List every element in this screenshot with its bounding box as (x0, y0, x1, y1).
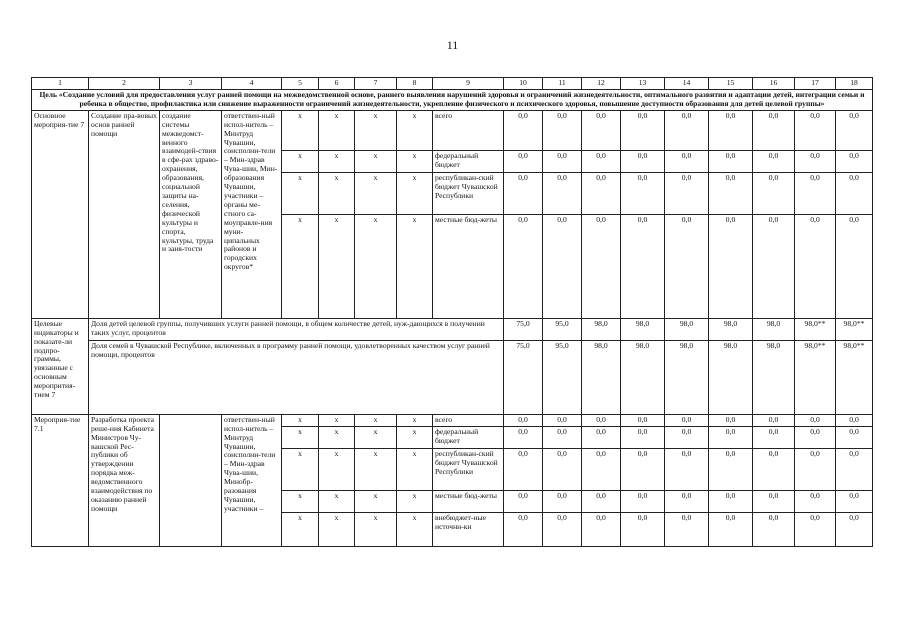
goal-text: Цель «Создание условий для предоставления услуг ранней помощи на межведомственной основе, раннего выявления нарушений здоровья и ограничений жизнедеятельности, оптимального развития и адаптации детей, интеграции семьи и ребенка в общество, профилактика или снижение выраженности ограничений жизнедеятельности, укрепление физического и психического здоровья, повышение доступности образования для детей целевой группы» (32, 90, 873, 111)
value-cell: 0,0 (753, 214, 795, 318)
x-cell: x (355, 426, 397, 448)
measure-result-cell: создание системы межведомст-венного взаимодей-ствия в сфе-рах здраво-охранения, образования, социальной защиты на-селения, физической культуры и спорта, культуры, труда и заня-тости (160, 110, 222, 318)
value-cell: 0,0 (621, 490, 665, 512)
measure-name-cell: Мероприя-тие 7.1 (32, 414, 89, 546)
value-cell: 0,0 (582, 448, 621, 490)
x-cell: x (355, 448, 397, 490)
value-cell: 0,0 (709, 414, 753, 426)
value-cell: 0,0 (665, 110, 709, 150)
x-cell: x (355, 172, 397, 214)
x-cell: x (397, 414, 433, 426)
indicator-value-cell: 98,0** (795, 318, 836, 340)
value-cell: 0,0 (753, 414, 795, 426)
x-cell: x (355, 110, 397, 150)
value-cell: 0,0 (709, 214, 753, 318)
x-cell: x (397, 490, 433, 512)
x-cell: x (397, 214, 433, 318)
x-cell: x (282, 414, 319, 426)
measure-title-cell: Создание пра-вовых основ ранней помощи (89, 110, 160, 318)
value-cell: 0,0 (621, 512, 665, 546)
value-cell: 0,0 (543, 426, 582, 448)
page-number: 11 (446, 38, 459, 52)
x-cell: x (355, 150, 397, 172)
x-cell: x (355, 214, 397, 318)
indicator-value-cell: 98,0 (621, 340, 665, 414)
value-cell: 0,0 (709, 110, 753, 150)
value-cell: 0,0 (582, 414, 621, 426)
x-cell: x (397, 110, 433, 150)
indicator-value-cell: 98,0 (582, 340, 621, 414)
x-cell: x (282, 426, 319, 448)
funding-source-cell: федеральный бюджет (433, 150, 504, 172)
value-cell: 0,0 (753, 490, 795, 512)
indicator-text-cell: Доля детей целевой группы, получивших услуги ранней помощи, в общем количестве детей, нуж-дающихся в получении таких услуг, процентов (89, 318, 504, 340)
indicator-value-cell: 98,0 (753, 318, 795, 340)
header-cell: 9 (433, 78, 504, 90)
header-cell: 15 (709, 78, 753, 90)
value-cell: 0,0 (621, 426, 665, 448)
value-cell: 0,0 (665, 490, 709, 512)
value-cell: 0,0 (836, 426, 873, 448)
value-cell: 0,0 (621, 150, 665, 172)
indicator-value-cell: 95,0 (543, 340, 582, 414)
value-cell: 0,0 (795, 448, 836, 490)
value-cell: 0,0 (665, 214, 709, 318)
x-cell: x (319, 414, 355, 426)
x-cell: x (397, 448, 433, 490)
value-cell: 0,0 (543, 512, 582, 546)
funding-source-cell: местные бюд-жеты (433, 490, 504, 512)
x-cell: x (282, 214, 319, 318)
indicator-value-cell: 98,0 (709, 340, 753, 414)
funding-source-cell: федеральный бюджет (433, 426, 504, 448)
value-cell: 0,0 (709, 490, 753, 512)
value-cell: 0,0 (582, 172, 621, 214)
x-cell: x (355, 414, 397, 426)
value-cell: 0,0 (582, 490, 621, 512)
value-cell: 0,0 (795, 512, 836, 546)
value-cell: 0,0 (543, 150, 582, 172)
value-cell: 0,0 (665, 150, 709, 172)
indicator-value-cell: 98,0 (621, 318, 665, 340)
value-cell: 0,0 (504, 426, 543, 448)
x-cell: x (319, 110, 355, 150)
value-cell: 0,0 (543, 414, 582, 426)
x-cell: x (319, 448, 355, 490)
indicator-value-cell: 75,0 (504, 340, 543, 414)
value-cell: 0,0 (543, 110, 582, 150)
value-cell: 0,0 (543, 214, 582, 318)
indicator-value-cell: 95,0 (543, 318, 582, 340)
header-cell: 3 (160, 78, 222, 90)
value-cell: 0,0 (504, 150, 543, 172)
value-cell: 0,0 (582, 214, 621, 318)
value-cell: 0,0 (753, 150, 795, 172)
value-cell: 0,0 (665, 448, 709, 490)
funding-source-cell: республикан-ский бюджет Чувашской Республики (433, 448, 504, 490)
value-cell: 0,0 (836, 490, 873, 512)
funding-source-cell: внебюджет-ные источни-ки (433, 512, 504, 546)
value-cell: 0,0 (504, 512, 543, 546)
value-cell: 0,0 (795, 150, 836, 172)
header-cell: 14 (665, 78, 709, 90)
header-row (32, 78, 873, 90)
value-cell: 0,0 (709, 448, 753, 490)
funding-row (32, 414, 873, 426)
value-cell: 0,0 (621, 110, 665, 150)
x-cell: x (355, 512, 397, 546)
value-cell: 0,0 (753, 426, 795, 448)
indicator-value-cell: 98,0 (582, 318, 621, 340)
indicator-value-cell: 98,0 (753, 340, 795, 414)
funding-row (32, 110, 873, 150)
value-cell: 0,0 (504, 490, 543, 512)
value-cell: 0,0 (504, 414, 543, 426)
value-cell: 0,0 (504, 110, 543, 150)
value-cell: 0,0 (582, 512, 621, 546)
header-cell: 2 (89, 78, 160, 90)
value-cell: 0,0 (753, 448, 795, 490)
value-cell: 0,0 (621, 448, 665, 490)
header-cell: 12 (582, 78, 621, 90)
measure-result-cell (160, 414, 222, 546)
x-cell: x (282, 150, 319, 172)
indicator-value-cell: 98,0** (836, 318, 873, 340)
value-cell: 0,0 (836, 150, 873, 172)
value-cell: 0,0 (582, 426, 621, 448)
header-cell: 10 (504, 78, 543, 90)
value-cell: 0,0 (709, 150, 753, 172)
value-cell: 0,0 (795, 214, 836, 318)
goal-row (32, 90, 873, 111)
x-cell: x (282, 512, 319, 546)
x-cell: x (355, 490, 397, 512)
value-cell: 0,0 (795, 172, 836, 214)
header-cell: 8 (397, 78, 433, 90)
header-cell: 11 (543, 78, 582, 90)
x-cell: x (282, 490, 319, 512)
value-cell: 0,0 (504, 214, 543, 318)
x-cell: x (397, 512, 433, 546)
header-cell: 6 (319, 78, 355, 90)
header-cell: 4 (222, 78, 282, 90)
value-cell: 0,0 (836, 172, 873, 214)
value-cell: 0,0 (504, 448, 543, 490)
x-cell: x (282, 448, 319, 490)
value-cell: 0,0 (753, 172, 795, 214)
value-cell: 0,0 (665, 414, 709, 426)
header-cell: 16 (753, 78, 795, 90)
x-cell: x (282, 172, 319, 214)
value-cell: 0,0 (543, 490, 582, 512)
value-cell: 0,0 (543, 448, 582, 490)
value-cell: 0,0 (836, 512, 873, 546)
value-cell: 0,0 (836, 214, 873, 318)
value-cell: 0,0 (795, 414, 836, 426)
x-cell: x (319, 150, 355, 172)
indicator-value-cell: 75,0 (504, 318, 543, 340)
x-cell: x (319, 172, 355, 214)
value-cell: 0,0 (836, 448, 873, 490)
x-cell: x (319, 426, 355, 448)
header-cell: 13 (621, 78, 665, 90)
header-cell: 7 (355, 78, 397, 90)
value-cell: 0,0 (836, 110, 873, 150)
value-cell: 0,0 (709, 172, 753, 214)
indicator-value-cell: 98,0 (665, 318, 709, 340)
value-cell: 0,0 (795, 490, 836, 512)
indicator-value-cell: 98,0 (665, 340, 709, 414)
value-cell: 0,0 (795, 110, 836, 150)
indicator-label-cell: Целевые индикаторы и показате-ли подпро-граммы, увязанные с основным меропрития-тием 7 (32, 318, 89, 414)
funding-source-cell: местные бюд-жеты (433, 214, 504, 318)
executor-cell: ответствен-ный испол-нитель – Минтруд Чувашии, соисполни-тели – Мин-здрав Чува-шии, Мин-образования Чувашии, участники – органы ме-стного са-моуправле-ния муни-ципальных районов и городских округов* (222, 110, 282, 318)
x-cell: x (319, 214, 355, 318)
value-cell: 0,0 (753, 512, 795, 546)
measure-name-cell: Основное мероприя-тие 7 (32, 110, 89, 318)
value-cell: 0,0 (621, 214, 665, 318)
value-cell: 0,0 (753, 110, 795, 150)
executor-cell: ответствен-ный испол-нитель – Минтруд Чувашии, соисполни-тели – Мин-здрав Чува-шии, Минобр-разования Чувашии, участники – (222, 414, 282, 546)
indicator-row (32, 340, 873, 414)
x-cell: x (282, 110, 319, 150)
value-cell: 0,0 (582, 110, 621, 150)
x-cell: x (397, 426, 433, 448)
funding-source-cell: всего (433, 110, 504, 150)
indicator-value-cell: 98,0** (836, 340, 873, 414)
x-cell: x (319, 512, 355, 546)
value-cell: 0,0 (665, 172, 709, 214)
x-cell: x (397, 172, 433, 214)
indicator-value-cell: 98,0** (795, 340, 836, 414)
value-cell: 0,0 (582, 150, 621, 172)
indicator-text-cell: Доля семей в Чувашской Республике, включенных в программу ранней помощи, удовлетворенных качеством услуг ранней помощи, процентов (89, 340, 504, 414)
value-cell: 0,0 (621, 414, 665, 426)
value-cell: 0,0 (504, 172, 543, 214)
value-cell: 0,0 (665, 426, 709, 448)
indicator-value-cell: 98,0 (709, 318, 753, 340)
funding-source-cell: республикан-ский бюджет Чувашской Республики (433, 172, 504, 214)
x-cell: x (397, 150, 433, 172)
header-cell: 18 (836, 78, 873, 90)
funding-source-cell: всего (433, 414, 504, 426)
header-cell: 5 (282, 78, 319, 90)
value-cell: 0,0 (665, 512, 709, 546)
value-cell: 0,0 (543, 172, 582, 214)
indicator-row (32, 318, 873, 340)
value-cell: 0,0 (621, 172, 665, 214)
x-cell: x (319, 490, 355, 512)
value-cell: 0,0 (795, 426, 836, 448)
value-cell: 0,0 (836, 414, 873, 426)
measure-title-cell: Разработка проекта реше-ния Кабинета Министров Чу-вашской Рес-публики об утверждении порядка меж-ведомственного взаимодействия по оказанию ранней помощи (89, 414, 160, 546)
header-cell: 1 (32, 78, 89, 90)
value-cell: 0,0 (709, 512, 753, 546)
value-cell: 0,0 (709, 426, 753, 448)
header-cell: 17 (795, 78, 836, 90)
program-table (31, 77, 873, 547)
